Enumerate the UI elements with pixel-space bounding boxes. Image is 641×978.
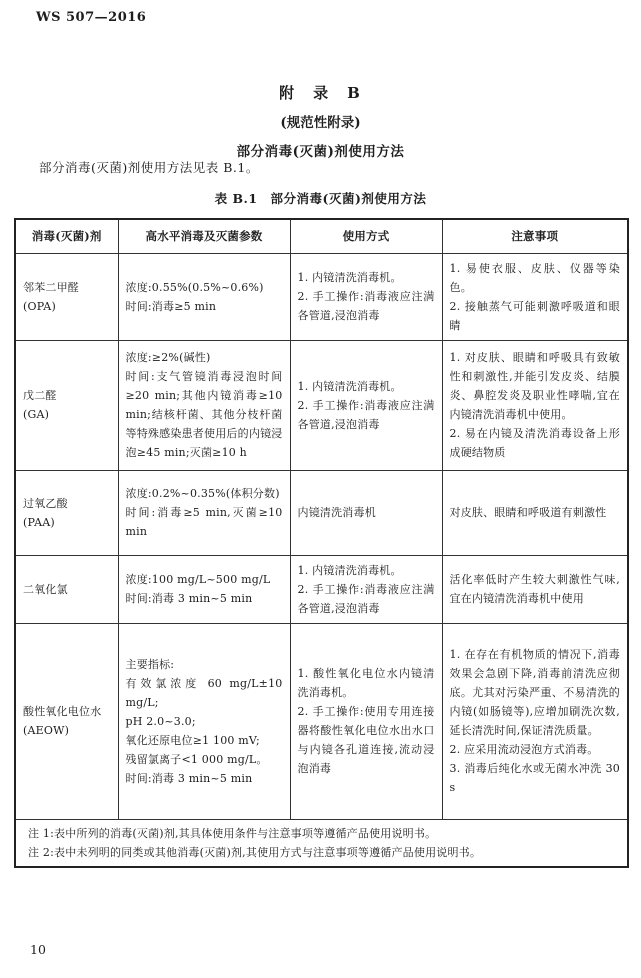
cell-line: 对皮肤、眼睛和呼吸道有刺激性 [449, 506, 607, 519]
cell-line: 过氧乙酸 [23, 496, 68, 510]
cell-line: (GA) [23, 408, 50, 421]
column-header: 注意事项 [442, 219, 628, 253]
table-row [15, 623, 628, 819]
cell-line: 3. 消毒后纯化水或无菌水冲洗 30 s [449, 762, 620, 794]
table-cell [290, 623, 442, 819]
cell-line: (OPA) [23, 299, 56, 313]
table-cell [290, 555, 442, 623]
cell-line: 浓度:≥2%(碱性) [125, 351, 211, 364]
cell-line: 浓度:100 mg/L~500 mg/L [125, 573, 271, 586]
cell-line: 时间:消毒 3 min~5 min [125, 592, 253, 605]
appendix-subtitle: (规范性附录) [280, 115, 361, 131]
cell-line: 1. 在存在有机物质的情况下,消毒效果会急剧下降,消毒前清洗应彻底。尤其对污染严重、不易清洗的内镜(如肠镜等),应增加刷洗次数,延长清洗时间,保证清洗质量。 [449, 648, 620, 737]
table-cell [442, 340, 628, 470]
table-cell [290, 470, 442, 555]
page-number: 10 [30, 942, 46, 957]
cell-line: pH 2.0~3.0; [125, 714, 196, 728]
table-cell [15, 470, 118, 555]
appendix-heading: 部分消毒(灭菌)剂使用方法 [236, 144, 405, 160]
cell-line: 时间:支气管镜消毒浸泡时间≥20 min;其他内镜消毒≥10 min;结核杆菌、其他分枝杆菌等特殊感染患者使用后的内镜浸泡≥45 min;灭菌≥10 h [125, 370, 283, 459]
cell-line: 时间:消毒 3 min~5 min [125, 771, 253, 785]
cell-line: 1. 酸性氧化电位水内镜清洗消毒机。 [297, 667, 435, 699]
cell-line: 戊二醛 [23, 389, 57, 402]
table-cell [118, 340, 290, 470]
table-cell [15, 623, 118, 819]
appendix-title-block [0, 82, 641, 160]
appendix-title: 附 录 B [279, 84, 362, 102]
table-cell [442, 253, 628, 340]
cell-line: 时间:消毒≥5 min,灭菌≥10 min [125, 506, 283, 538]
cell-line: 1. 对皮肤、眼睛和呼吸具有致敏性和刺激性,并能引发皮炎、结膜炎、鼻腔发炎及职业性哮喘,宜在内镜清洗消毒机中使用。 [449, 351, 620, 421]
table-cell [442, 555, 628, 623]
table-footnote: 注 2:表中未列明的同类或其他消毒(灭菌)剂,其使用方式与注意事项等遵循产品使用说明书。 [28, 845, 482, 859]
cell-line: 2. 易在内镜及清洗消毒设备上形成硬结物质 [449, 427, 620, 459]
cell-line: 浓度:0.2%~0.35%(体积分数) [125, 487, 280, 500]
doc-number: WS 507—2016 [36, 10, 147, 25]
cell-line: 2. 手工操作:消毒液应注满各管道,浸泡消毒 [297, 582, 435, 615]
column-header: 消毒(灭菌)剂 [15, 219, 118, 253]
cell-line: 主要指标: [125, 657, 175, 671]
table-cell [15, 253, 118, 340]
cell-line: 二氧化氯 [23, 582, 68, 596]
table-footnote: 注 1:表中所列的消毒(灭菌)剂,其具体使用条件与注意事项等遵循产品使用说明书。 [28, 826, 437, 840]
cell-line: 氧化还原电位≥1 100 mV; [125, 733, 260, 747]
cell-line: 1. 内镜清洗消毒机。 [297, 271, 402, 284]
cell-line: 时间:消毒≥5 min [125, 299, 217, 313]
cell-line: 1. 内镜清洗消毒机。 [297, 563, 402, 577]
cell-line: 2. 手工操作:消毒液应注满各管道,浸泡消毒 [297, 398, 435, 431]
table-row [15, 340, 628, 470]
table-footnotes [15, 819, 628, 867]
cell-line: 2. 手工操作:使用专用连接器将酸性氧化电位水出水口与内镜各孔道连接,流动浸泡消毒 [297, 705, 435, 775]
table-cell [442, 623, 628, 819]
table-caption: 表 B.1 部分消毒(灭菌)剂使用方法 [214, 191, 427, 206]
cell-line: 1. 易使衣服、皮肤、仪器等染色。 [449, 261, 620, 294]
table-row [15, 470, 628, 555]
cell-line: 1. 内镜清洗消毒机。 [297, 379, 402, 393]
table-cell [118, 623, 290, 819]
table-cell [118, 555, 290, 623]
table-body [15, 253, 628, 819]
table-cell [290, 253, 442, 340]
table-row [15, 555, 628, 623]
table-cell [118, 253, 290, 340]
column-header: 高水平消毒及灭菌参数 [118, 219, 290, 253]
cell-line: 内镜清洗消毒机 [297, 506, 376, 519]
cell-line: 酸性氧化电位水 [23, 705, 102, 718]
intro-paragraph: 部分消毒(灭菌)剂使用方法见表 B.1。 [39, 160, 259, 175]
column-header: 使用方式 [290, 219, 442, 253]
cell-line: 2. 应采用流动浸泡方式消毒。 [449, 743, 599, 756]
table-header-row [15, 219, 628, 253]
cell-line: 2. 接触蒸气可能刺激呼吸道和眼睛 [449, 299, 620, 332]
cell-line: (AEOW) [23, 724, 70, 737]
table-cell [118, 470, 290, 555]
cell-line: 残留氯离子<1 000 mg/L。 [125, 752, 268, 766]
table-cell [290, 340, 442, 470]
table-cell [15, 340, 118, 470]
cell-line: (PAA) [23, 515, 55, 529]
cell-line: 活化率低时产生较大刺激性气味,宜在内镜清洗消毒机中使用 [449, 573, 620, 605]
cell-line: 2. 手工操作:消毒液应注满各管道,浸泡消毒 [297, 290, 435, 322]
table-cell [15, 555, 118, 623]
table-row [15, 253, 628, 340]
table-cell [442, 470, 628, 555]
cell-line: 有效氯浓度 60 mg/L±10 mg/L; [125, 676, 283, 709]
disinfectant-table [14, 218, 629, 868]
table-footnote-row [15, 819, 628, 867]
cell-line: 浓度:0.55%(0.5%~0.6%) [125, 280, 264, 294]
cell-line: 邻苯二甲醛 [23, 280, 79, 294]
table-b1 [14, 218, 629, 868]
